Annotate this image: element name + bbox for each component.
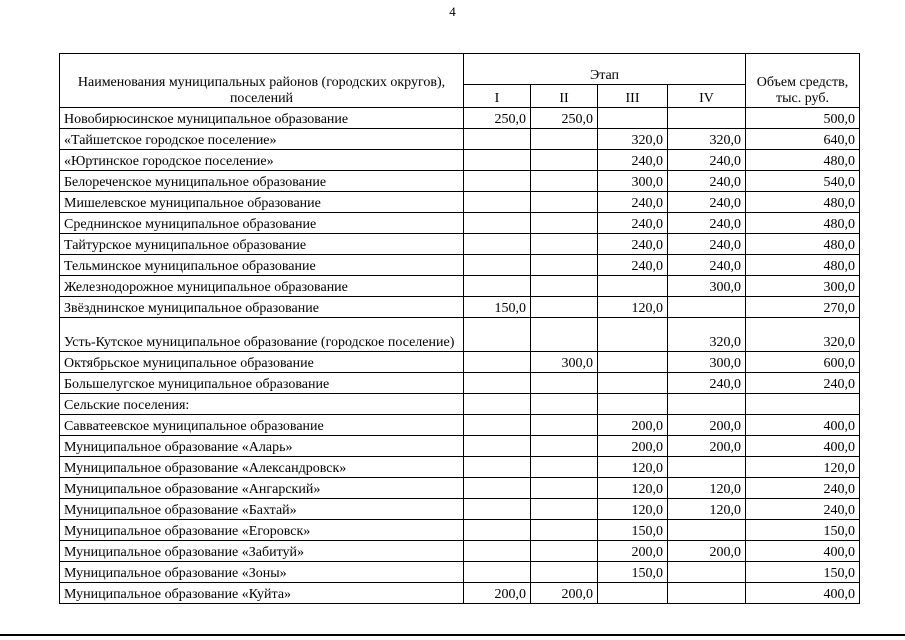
- cell-stage-4: 200,0: [668, 541, 746, 562]
- cell-stage-4: [668, 108, 746, 129]
- cell-stage-4: 300,0: [668, 276, 746, 297]
- cell-stage-4: 240,0: [668, 234, 746, 255]
- cell-stage-3: [598, 583, 668, 604]
- cell-name: Октябрьское муниципальное образование: [60, 352, 464, 373]
- cell-stage-2: [531, 192, 598, 213]
- cell-total: 320,0: [746, 318, 860, 352]
- cell-stage-1: [464, 394, 531, 415]
- cell-stage-1: [464, 318, 531, 352]
- table-row: [60, 129, 860, 150]
- cell-name: Муниципальное образование «Александровск»: [60, 457, 464, 478]
- table-row: [60, 583, 860, 604]
- table-row: [60, 457, 860, 478]
- table-row: [60, 150, 860, 171]
- cell-stage-1: [464, 234, 531, 255]
- cell-stage-1: [464, 541, 531, 562]
- cell-name: Муниципальное образование «Забитуй»: [60, 541, 464, 562]
- cell-stage-4: [668, 457, 746, 478]
- table-row: [60, 373, 860, 394]
- cell-stage-4: 200,0: [668, 436, 746, 457]
- cell-stage-3: 120,0: [598, 478, 668, 499]
- cell-stage-3: 240,0: [598, 150, 668, 171]
- cell-stage-3: 300,0: [598, 171, 668, 192]
- cell-stage-1: 200,0: [464, 583, 531, 604]
- cell-total: 120,0: [746, 457, 860, 478]
- cell-total: 240,0: [746, 373, 860, 394]
- cell-stage-2: 300,0: [531, 352, 598, 373]
- cell-total: 600,0: [746, 352, 860, 373]
- header-stage-3: III: [598, 85, 668, 108]
- cell-stage-3: 200,0: [598, 436, 668, 457]
- cell-total: 480,0: [746, 150, 860, 171]
- table-row: [60, 108, 860, 129]
- cell-stage-2: [531, 234, 598, 255]
- cell-stage-4: [668, 562, 746, 583]
- cell-stage-4: 120,0: [668, 499, 746, 520]
- header-total-column: Объем средств, тыс. руб.: [746, 54, 860, 108]
- cell-stage-4: [668, 297, 746, 318]
- cell-stage-1: [464, 276, 531, 297]
- table-row: [60, 352, 860, 373]
- cell-total: 400,0: [746, 415, 860, 436]
- cell-stage-1: [464, 373, 531, 394]
- cell-stage-4: [668, 394, 746, 415]
- table-body: [60, 108, 860, 604]
- cell-stage-2: [531, 499, 598, 520]
- header-stage-4: IV: [668, 85, 746, 108]
- cell-name: «Тайшетское городское поселение»: [60, 129, 464, 150]
- cell-total: 500,0: [746, 108, 860, 129]
- cell-stage-3: [598, 373, 668, 394]
- cell-stage-2: [531, 171, 598, 192]
- cell-stage-3: 240,0: [598, 213, 668, 234]
- cell-stage-3: [598, 394, 668, 415]
- cell-stage-1: [464, 255, 531, 276]
- table-row: [60, 255, 860, 276]
- table-row: [60, 276, 860, 297]
- cell-stage-2: [531, 562, 598, 583]
- cell-total: 400,0: [746, 583, 860, 604]
- cell-total: 540,0: [746, 171, 860, 192]
- table-row: [60, 478, 860, 499]
- cell-total: 150,0: [746, 562, 860, 583]
- cell-stage-4: 240,0: [668, 192, 746, 213]
- cell-stage-3: [598, 276, 668, 297]
- cell-stage-3: 240,0: [598, 255, 668, 276]
- cell-stage-4: 240,0: [668, 171, 746, 192]
- cell-stage-1: [464, 150, 531, 171]
- cell-stage-2: [531, 436, 598, 457]
- cell-stage-3: 150,0: [598, 562, 668, 583]
- table-row: [60, 318, 860, 352]
- cell-total: 480,0: [746, 255, 860, 276]
- cell-stage-4: 240,0: [668, 255, 746, 276]
- cell-name: Муниципальное образование «Аларь»: [60, 436, 464, 457]
- cell-stage-4: 300,0: [668, 352, 746, 373]
- cell-stage-2: [531, 541, 598, 562]
- cell-stage-2: [531, 520, 598, 541]
- cell-name: Муниципальное образование «Бахтай»: [60, 499, 464, 520]
- cell-name: Тайтурское муниципальное образование: [60, 234, 464, 255]
- cell-total: [746, 394, 860, 415]
- cell-name: Тельминское муниципальное образование: [60, 255, 464, 276]
- cell-stage-3: 240,0: [598, 234, 668, 255]
- cell-stage-3: 120,0: [598, 297, 668, 318]
- cell-stage-2: [531, 373, 598, 394]
- cell-stage-2: [531, 415, 598, 436]
- cell-name: Большелугское муниципальное образование: [60, 373, 464, 394]
- cell-total: 400,0: [746, 541, 860, 562]
- cell-stage-2: [531, 457, 598, 478]
- cell-stage-3: 240,0: [598, 192, 668, 213]
- cell-name: Среднинское муниципальное образование: [60, 213, 464, 234]
- cell-name: Усть-Кутское муниципальное образование (городское поселение): [60, 318, 464, 352]
- table-row: [60, 297, 860, 318]
- cell-name: «Юртинское городское поселение»: [60, 150, 464, 171]
- bottom-divider: [0, 634, 905, 636]
- cell-stage-4: [668, 520, 746, 541]
- page-number: 4: [449, 4, 456, 19]
- cell-stage-3: 200,0: [598, 415, 668, 436]
- cell-total: 480,0: [746, 213, 860, 234]
- cell-total: 400,0: [746, 436, 860, 457]
- cell-stage-3: 150,0: [598, 520, 668, 541]
- cell-name: Железнодорожное муниципальное образование: [60, 276, 464, 297]
- cell-stage-4: 120,0: [668, 478, 746, 499]
- cell-stage-1: [464, 457, 531, 478]
- cell-stage-1: [464, 192, 531, 213]
- table-row: [60, 213, 860, 234]
- cell-stage-4: 320,0: [668, 129, 746, 150]
- cell-stage-4: [668, 583, 746, 604]
- cell-stage-2: [531, 150, 598, 171]
- cell-stage-1: [464, 499, 531, 520]
- cell-stage-4: 240,0: [668, 373, 746, 394]
- cell-stage-1: 150,0: [464, 297, 531, 318]
- cell-total: 480,0: [746, 192, 860, 213]
- cell-total: 240,0: [746, 478, 860, 499]
- cell-name: Белореченское муниципальное образование: [60, 171, 464, 192]
- cell-stage-2: [531, 478, 598, 499]
- cell-stage-1: [464, 562, 531, 583]
- table-row: [60, 192, 860, 213]
- cell-stage-1: [464, 415, 531, 436]
- cell-stage-2: 250,0: [531, 108, 598, 129]
- cell-name: Савватеевское муниципальное образование: [60, 415, 464, 436]
- table-row: [60, 520, 860, 541]
- cell-stage-2: 200,0: [531, 583, 598, 604]
- cell-stage-2: [531, 255, 598, 276]
- cell-stage-1: [464, 436, 531, 457]
- cell-stage-3: [598, 108, 668, 129]
- cell-name: Муниципальное образование «Егоровск»: [60, 520, 464, 541]
- cell-total: 640,0: [746, 129, 860, 150]
- cell-stage-4: 240,0: [668, 213, 746, 234]
- cell-stage-3: [598, 352, 668, 373]
- cell-name: Муниципальное образование «Зоны»: [60, 562, 464, 583]
- header-stage-1: I: [464, 85, 531, 108]
- cell-stage-1: [464, 478, 531, 499]
- funding-table: [59, 53, 860, 604]
- cell-stage-2: [531, 129, 598, 150]
- cell-stage-2: [531, 213, 598, 234]
- cell-stage-1: [464, 520, 531, 541]
- header-stage-2: II: [531, 85, 598, 108]
- table-row: [60, 562, 860, 583]
- cell-stage-4: 240,0: [668, 150, 746, 171]
- cell-stage-1: [464, 213, 531, 234]
- header-name-column: Наименования муниципальных районов (городских округов), поселений: [60, 54, 464, 108]
- table-row: [60, 234, 860, 255]
- table-row: [60, 499, 860, 520]
- table-row: [60, 171, 860, 192]
- table-row: [60, 415, 860, 436]
- cell-stage-1: [464, 352, 531, 373]
- cell-stage-1: [464, 171, 531, 192]
- cell-stage-2: [531, 297, 598, 318]
- cell-name: Новобирюсинское муниципальное образование: [60, 108, 464, 129]
- cell-name: Сельские поселения:: [60, 394, 464, 415]
- cell-stage-2: [531, 394, 598, 415]
- table-row: [60, 541, 860, 562]
- table-row: [60, 436, 860, 457]
- cell-name: Муниципальное образование «Куйта»: [60, 583, 464, 604]
- cell-stage-3: 120,0: [598, 499, 668, 520]
- cell-stage-1: 250,0: [464, 108, 531, 129]
- cell-name: Звёзднинское муниципальное образование: [60, 297, 464, 318]
- cell-name: Мишелевское муниципальное образование: [60, 192, 464, 213]
- cell-stage-4: 320,0: [668, 318, 746, 352]
- cell-stage-3: 320,0: [598, 129, 668, 150]
- cell-total: 270,0: [746, 297, 860, 318]
- header-stage: Этап: [464, 54, 746, 85]
- cell-stage-3: [598, 318, 668, 352]
- cell-stage-3: 120,0: [598, 457, 668, 478]
- cell-stage-2: [531, 276, 598, 297]
- cell-total: 300,0: [746, 276, 860, 297]
- cell-stage-1: [464, 129, 531, 150]
- cell-stage-4: 200,0: [668, 415, 746, 436]
- cell-stage-3: 200,0: [598, 541, 668, 562]
- cell-total: 480,0: [746, 234, 860, 255]
- table-row: [60, 394, 860, 415]
- cell-total: 150,0: [746, 520, 860, 541]
- cell-name: Муниципальное образование «Ангарский»: [60, 478, 464, 499]
- cell-stage-2: [531, 318, 598, 352]
- cell-total: 240,0: [746, 499, 860, 520]
